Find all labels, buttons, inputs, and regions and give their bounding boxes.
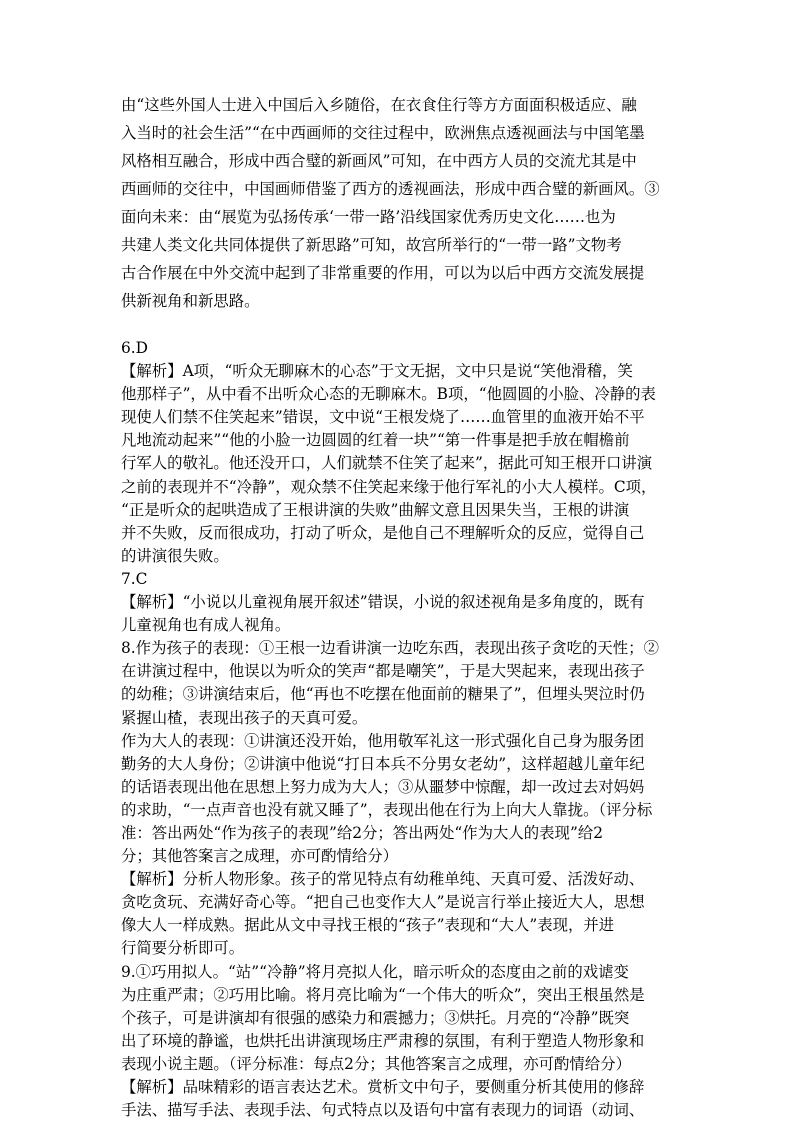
text-line: 勤务的大人身份；②讲演中他说“打日本兵不分男女老幼”，这样超越儿童年纪 <box>121 754 645 773</box>
text-line: 个孩子，可是讲演却有很强的感染力和震撼力；③烘托。月亮的“冷静”既突 <box>121 1008 630 1027</box>
text-line: 的话语表现出他在思想上努力成为大人；③从噩梦中惊醒，却一改过去对妈妈 <box>121 777 645 796</box>
text-line: 风格相互融合，形成中西合璧的新画风”可知，在中西方人员的交流尤其是中 <box>121 152 637 170</box>
text-line: 准：答出两处“作为孩子的表现”给2分；答出两处“作为大人的表现”给2 <box>121 823 603 842</box>
text-line: 西画师的交往中，中国画师借鉴了西方的透视画法，形成中西合璧的新画风。③ <box>121 180 660 198</box>
text-line: 【解析】分析人物形象。孩子的常见特点有幼稚单纯、天真可爱、活泼好动、 <box>121 870 645 889</box>
text-line: 像大人一样成熟。据此从文中寻找王根的“孩子”表现和“大人”表现，并进 <box>121 916 615 935</box>
text-line: 贪吃贪玩、充满好奇心等。“把自己也变作大人”是说言行举止接近大人，思想 <box>121 893 645 912</box>
text-line: 【解析】A项，“听众无聊麻木的心态”于文无据，文中只是说“笑他滑稽，笑 <box>121 362 633 381</box>
text-line: 的幼稚；③讲演结束后，他“再也不吃摆在他面前的糖果了”，但埋头哭泣时仍 <box>121 685 645 704</box>
text-line: 面向未来：由“展览为弘扬传承‘一带一路’沿线国家优秀历史文化……也为 <box>121 208 616 226</box>
text-line: “正是听众的起哄造成了王根讲演的失败”曲解文意且因果失当，王根的讲演 <box>121 500 630 519</box>
text-line: 儿童视角也有成人视角。 <box>121 616 291 635</box>
text-line: 手法、描写手法、表现手法、句式特点以及语句中富有表现力的词语（动词、 <box>121 1101 645 1120</box>
text-line: 入当时的社会生活”“在中西画师的交往过程中，欧洲焦点透视画法与中国笔墨 <box>121 124 645 142</box>
text-line: 行军人的敬礼。他还没开口，人们就禁不住笑了起来”，据此可知王根开口讲演 <box>121 454 653 473</box>
answer-paragraph-history <box>121 91 683 315</box>
text-line: 紧握山楂，表现出孩子的天真可爱。 <box>121 708 368 727</box>
document-page <box>121 91 683 1122</box>
text-line: 凡地流动起来”“他的小脸一边圆圆的红着一块”“第一件事是把手放在帽檐前 <box>121 431 630 450</box>
answer-section-6-to-9 <box>121 337 683 1122</box>
text-line: 在讲演过程中，他误以为听众的笑声“都是嘲笑”，于是大哭起来，表现出孩子 <box>121 662 645 681</box>
answer-9-line: 9.①巧用拟人。“站”“冷静”将月亮拟人化，暗示听众的态度由之前的戏谑变 <box>121 962 629 981</box>
text-line: 共建人类文化共同体提供了新思路”可知，故宫所举行的“一带一路”文物考 <box>121 236 622 254</box>
text-line: 行简要分析即可。 <box>121 939 245 958</box>
text-line: 为庄重严肃；②巧用比喻。将月亮比喻为“一个伟大的听众”，突出王根虽然是 <box>121 985 645 1004</box>
text-line: 由“这些外国人士进入中国后入乡随俗，在衣食住行等方方面面积极适应、融 <box>121 96 637 114</box>
text-line: 表现小说主题。（评分标准：每点2分；其他答案言之成理，亦可酌情给分） <box>121 1054 631 1073</box>
answer-7-label: 7.C <box>121 569 148 588</box>
text-line: 的求助，“一点声音也没有就又睡了”，表现出他在行为上向大人靠拢。（评分标 <box>121 800 653 819</box>
text-line: 他那样子”，从中看不出听众心态的无聊麻木。B项，“他圆圆的小脸、冷静的表 <box>121 385 656 404</box>
text-line: 并不失败，反而很成功，打动了听众，是他自己不理解听众的反应，觉得自己 <box>121 523 645 542</box>
text-line: 现使人们禁不住笑起来”错误，文中说“王根发烧了……血管里的血液开始不平 <box>121 408 645 427</box>
text-line: 古合作展在中外交流中起到了非常重要的作用，可以为以后中西方交流发展提 <box>121 264 645 282</box>
text-line: 之前的表现并不“冷静”，观众禁不住笑起来缘于他行军礼的小大人模样。C项， <box>121 477 657 496</box>
paragraph-gap <box>121 315 683 337</box>
text-line: 分；其他答案言之成理，亦可酌情给分） <box>121 847 399 866</box>
text-line: 供新视角和新思路。 <box>121 292 260 310</box>
answer-6-label: 6.D <box>121 339 149 357</box>
text-line: 出了环境的静谧，也烘托出讲演现场庄严肃穆的氛围，有利于塑造人物形象和 <box>121 1031 645 1050</box>
text-line: 【解析】“小说以儿童视角展开叙述”错误，小说的叙述视角是多角度的，既有 <box>121 593 645 612</box>
text-line: 【解析】品味精彩的语言表达艺术。赏析文中句子，要侧重分析其使用的修辞 <box>121 1078 645 1096</box>
text-line: 的讲演很失败。 <box>121 546 229 565</box>
text-line: 作为大人的表现：①讲演还没开始，他用敬军礼这一形式强化自己身为服务团 <box>121 731 645 750</box>
answer-8-line: 8.作为孩子的表现：①王根一边看讲演一边吃东西，表现出孩子贪吃的天性；② <box>121 639 659 658</box>
